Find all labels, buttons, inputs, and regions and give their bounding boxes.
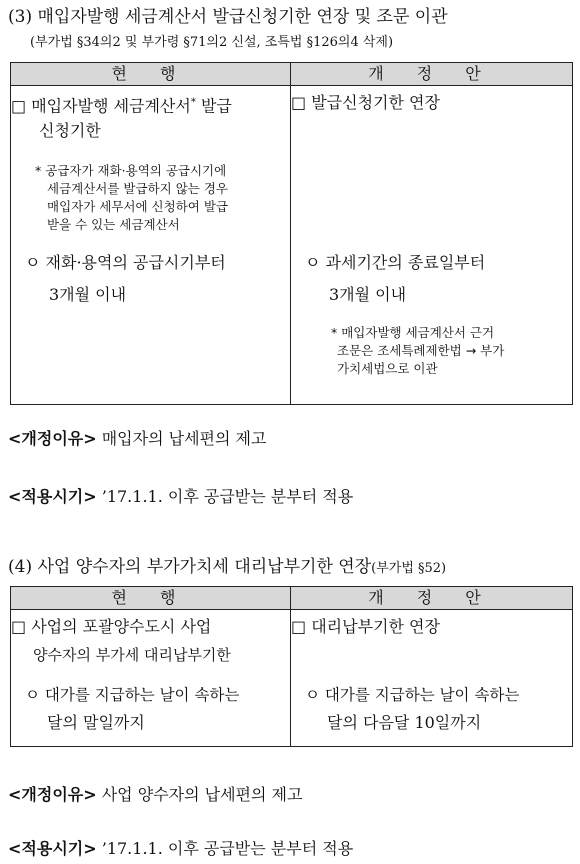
section1-reason: <개정이유> 매입자의 납세편의 제고 [8, 429, 267, 448]
revised-item-line1: ㅇ 과세기간의 종료일부터 [305, 253, 486, 272]
section2-reason: <개정이유> 사업 양수자의 납세편의 제고 [8, 785, 303, 804]
current-note-line: 받을 수 있는 세금계산서 [47, 217, 180, 232]
current-item-line1: ㅇ 대가를 지급하는 날이 속하는 [25, 686, 240, 704]
revised-note-line: 조문은 조세특례제한법 → 부가 [337, 343, 505, 358]
section1-title: (3) 매입자발행 세금계산서 발급신청기한 연장 및 조문 이관 [8, 7, 448, 27]
current-note-line: 세금계산서를 발급하지 않는 경우 [47, 181, 228, 196]
current-box-line2: 양수자의 부가세 대리납부기한 [33, 646, 231, 664]
header-revised: 개 정 안 [291, 587, 573, 610]
current-cell [11, 86, 291, 405]
header-current: 현 행 [11, 587, 291, 610]
revised-box-item: □ 대리납부기한 연장 [291, 617, 440, 636]
current-box-line2: 신청기한 [39, 121, 101, 140]
revised-item-line1: ㅇ 대가를 지급하는 날이 속하는 [305, 686, 520, 704]
revised-box-item: □ 발급신청기한 연장 [291, 93, 440, 112]
revised-item-line2: 달의 다음달 10일까지 [327, 713, 482, 732]
current-box-item: □ 매입자발행 세금계산서* 발급 [11, 96, 232, 116]
section2-apply: <적용시기> ’17.1.1. 이후 공급받는 분부터 적용 [8, 839, 354, 858]
revised-note-line: * 매입자발행 세금계산서 근거 [331, 325, 495, 340]
revised-item-line2: 3개월 이내 [329, 285, 407, 304]
current-box-item: □ 사업의 포괄양수도시 사업 [11, 617, 212, 636]
header-current: 현 행 [11, 63, 291, 86]
revised-cell [291, 610, 573, 747]
section2-title: (4) 사업 양수자의 부가가치세 대리납부기한 연장(부가법 §52) [8, 557, 447, 577]
current-item-line2: 3개월 이내 [49, 285, 127, 304]
section1-subtitle: (부가법 §34의2 및 부가령 §71의2 신설, 조특법 §126의4 삭제) [30, 35, 394, 50]
current-note-line: 매입자가 세무서에 신청하여 발급 [47, 199, 228, 214]
section1-apply: <적용시기> ’17.1.1. 이후 공급받는 분부터 적용 [8, 487, 354, 506]
current-note-line: * 공급자가 재화·용역의 공급시기에 [35, 163, 227, 178]
current-item-line1: ㅇ 재화·용역의 공급시기부터 [25, 253, 226, 272]
current-cell [11, 610, 291, 747]
header-revised: 개 정 안 [291, 63, 573, 86]
revised-note-line: 가치세법으로 이관 [337, 361, 438, 376]
section2-comparison-table [10, 586, 573, 747]
revised-cell [291, 86, 573, 405]
current-item-line2: 달의 말일까지 [47, 713, 145, 732]
section1-comparison-table [10, 62, 573, 405]
